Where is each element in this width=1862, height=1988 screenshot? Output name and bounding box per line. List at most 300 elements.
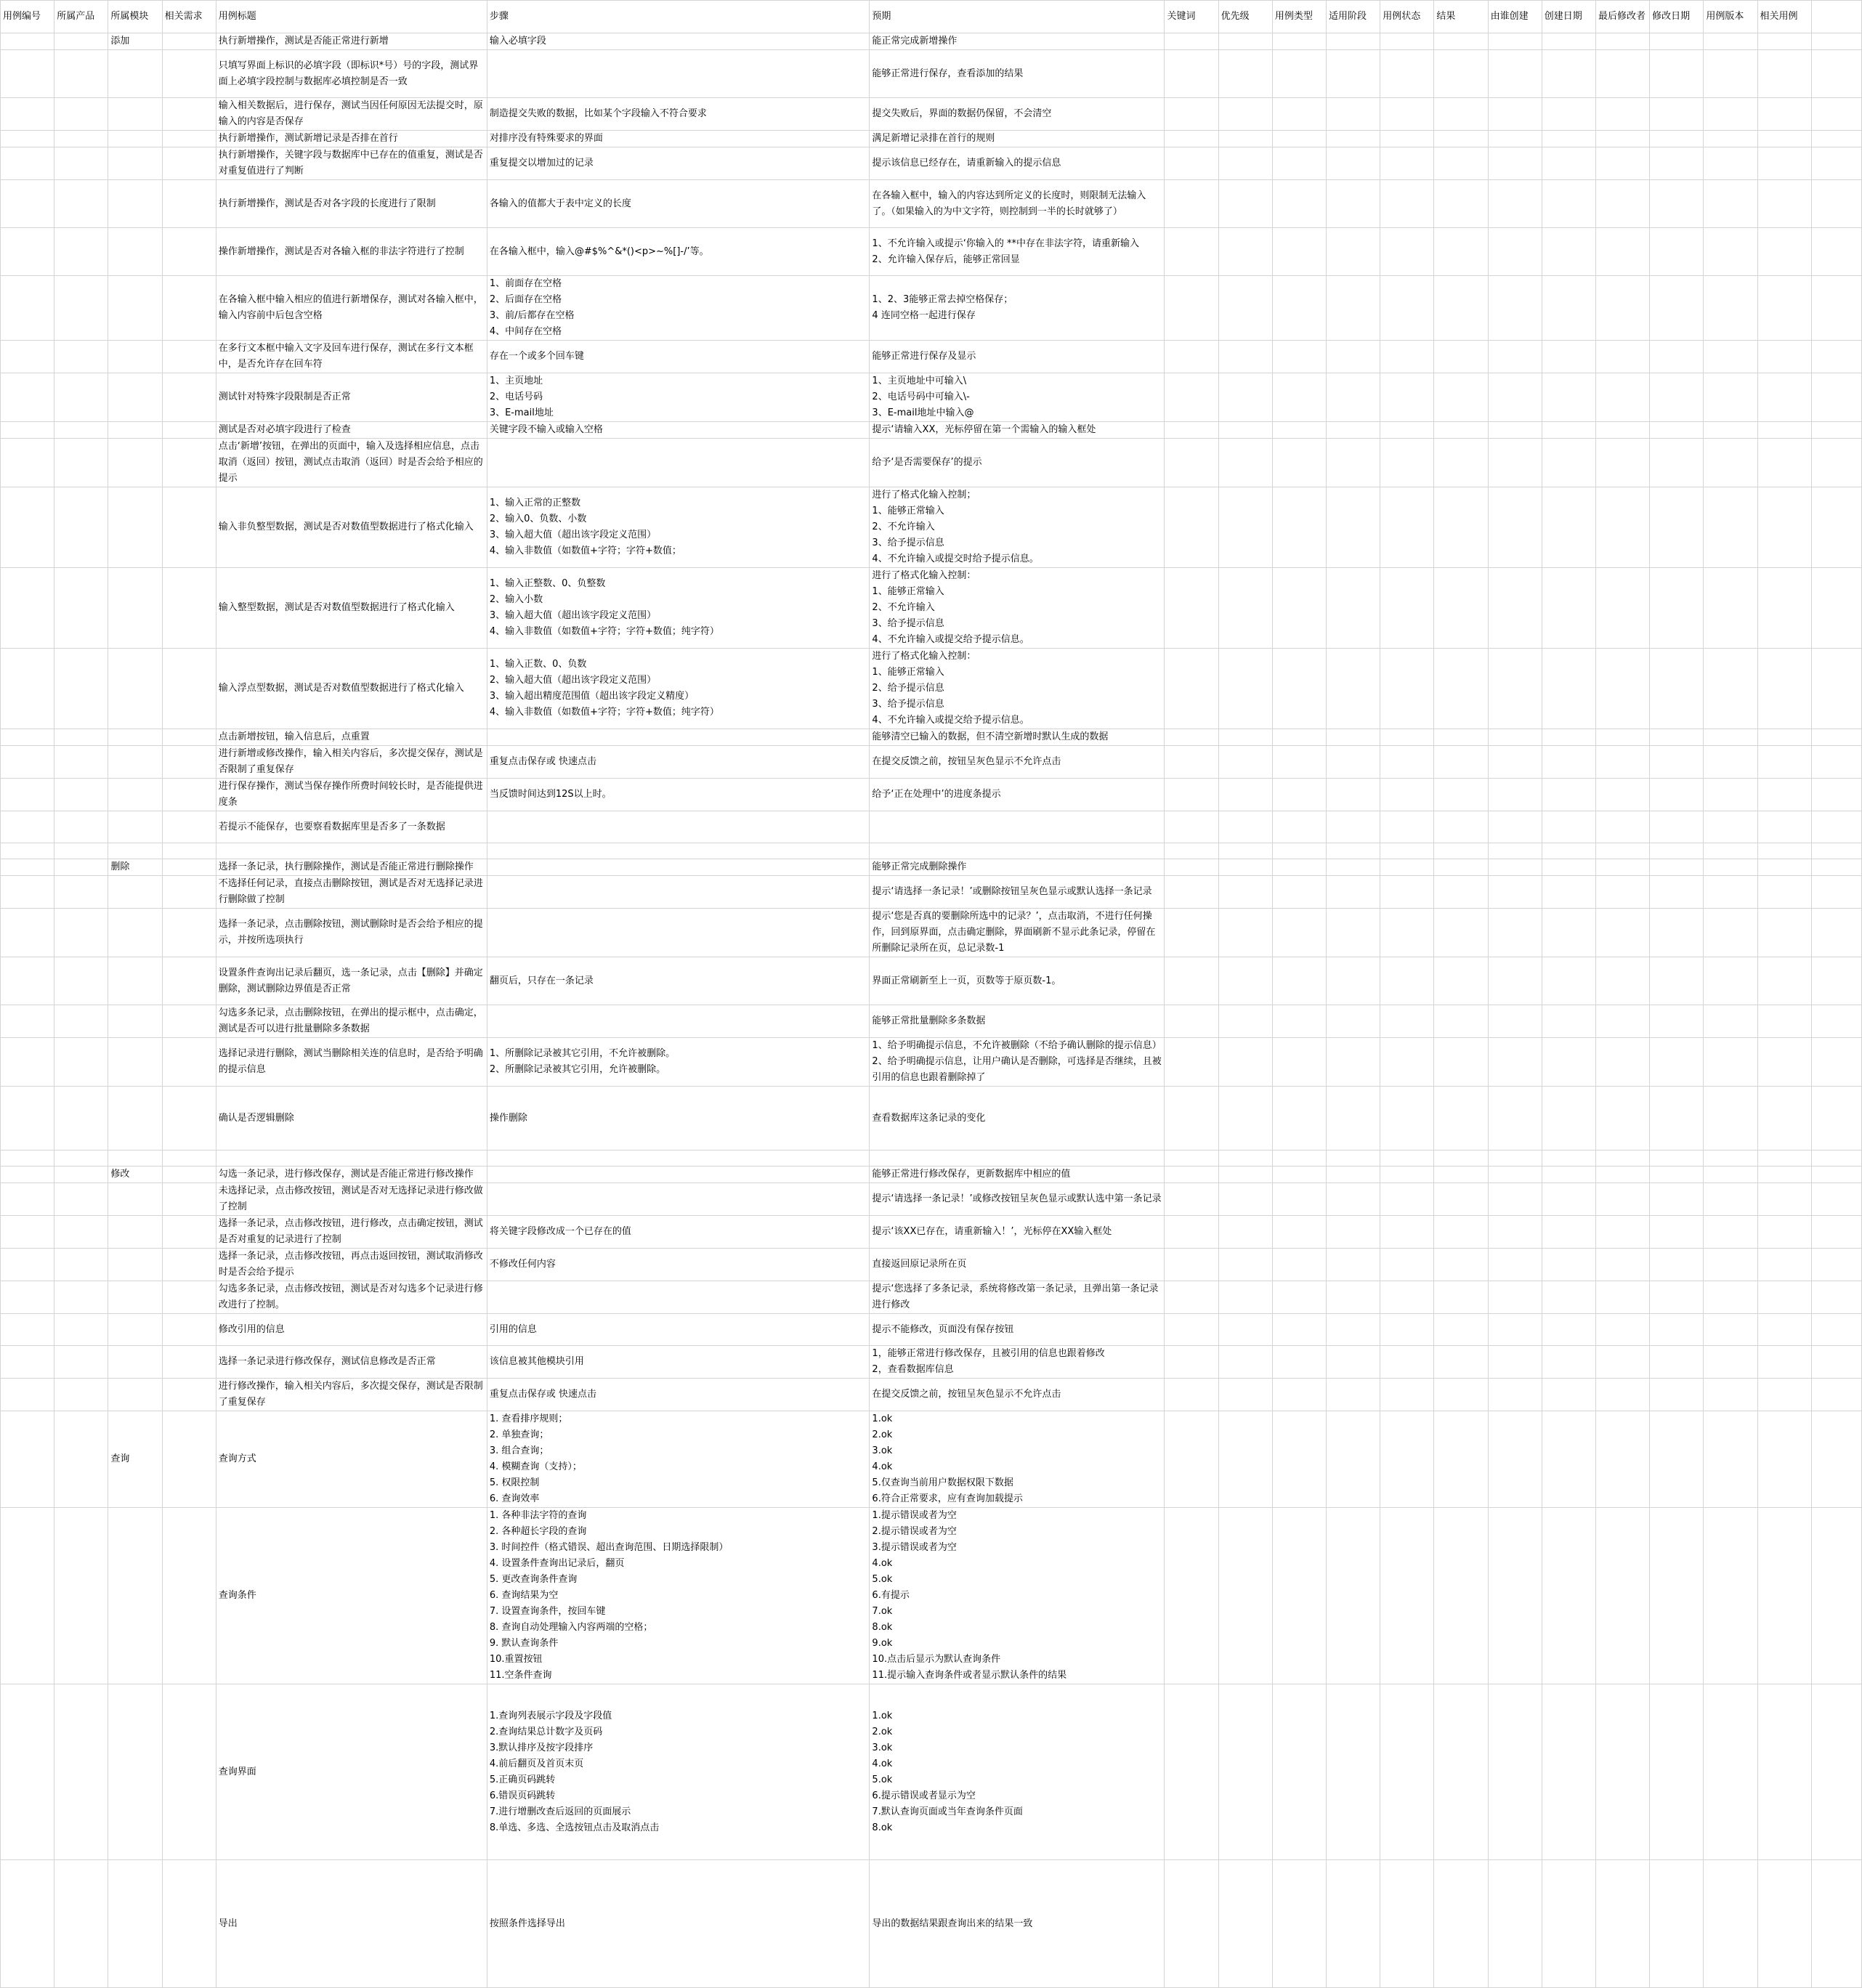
cell-empty[interactable] <box>1 147 54 180</box>
cell-empty[interactable] <box>1327 1411 1380 1508</box>
cell-module[interactable] <box>108 1314 162 1346</box>
cell-empty[interactable] <box>1650 843 1704 859</box>
cell-empty[interactable] <box>1218 1151 1272 1167</box>
table-row[interactable] <box>1 1087 1862 1151</box>
cell-empty[interactable] <box>1218 180 1272 228</box>
cell-empty[interactable] <box>1488 1411 1542 1508</box>
cell-empty[interactable] <box>54 439 108 487</box>
cell-empty[interactable] <box>1757 50 1811 98</box>
cell-empty[interactable] <box>1542 779 1595 811</box>
cell-empty[interactable] <box>1704 341 1757 373</box>
cell-empty[interactable] <box>1218 1346 1272 1379</box>
cell-empty[interactable] <box>1650 422 1704 439</box>
cell-empty[interactable] <box>1327 729 1380 746</box>
cell-expect[interactable]: 进行了格式化输入控制： 1、能够正常输入 2、不允许输入 3、给予提示信息 4、不允许输入或提交给予提示信息。 <box>870 568 1165 649</box>
cell-empty[interactable] <box>1 1314 54 1346</box>
cell-empty[interactable] <box>1218 439 1272 487</box>
cell-empty[interactable] <box>1272 1005 1326 1038</box>
cell-module[interactable] <box>108 568 162 649</box>
cell-empty[interactable] <box>1542 649 1595 729</box>
cell-step[interactable]: 不修改任何内容 <box>487 1249 870 1281</box>
cell-empty[interactable] <box>1595 1151 1649 1167</box>
cell-empty[interactable] <box>1704 1860 1757 1988</box>
cell-expect[interactable] <box>870 1151 1165 1167</box>
cell-empty[interactable] <box>1 1411 54 1508</box>
cell-empty[interactable] <box>1218 50 1272 98</box>
cell-empty[interactable] <box>1757 228 1811 276</box>
cell-empty[interactable] <box>162 1508 216 1684</box>
cell-module[interactable] <box>108 1379 162 1411</box>
cell-empty[interactable] <box>1327 1087 1380 1151</box>
cell-module[interactable] <box>108 1684 162 1860</box>
cell-empty[interactable] <box>1327 909 1380 957</box>
cell-title[interactable]: 不选择任何记录，直接点击删除按钮，测试是否对无选择记录进行删除做了控制 <box>216 876 487 909</box>
cell-empty[interactable] <box>1650 341 1704 373</box>
cell-title[interactable]: 确认是否逻辑删除 <box>216 1087 487 1151</box>
cell-empty[interactable] <box>1811 1411 1861 1508</box>
cell-step[interactable]: 重复点击保存或 快速点击 <box>487 1379 870 1411</box>
cell-empty[interactable] <box>1542 843 1595 859</box>
table-row[interactable] <box>1 276 1862 341</box>
cell-empty[interactable] <box>1165 1249 1218 1281</box>
cell-empty[interactable] <box>1272 33 1326 50</box>
column-header[interactable]: 用例状态 <box>1380 1 1434 33</box>
cell-empty[interactable] <box>162 1216 216 1249</box>
table-row[interactable] <box>1 779 1862 811</box>
cell-empty[interactable] <box>1704 1281 1757 1314</box>
cell-empty[interactable] <box>1704 1314 1757 1346</box>
cell-empty[interactable] <box>1 1151 54 1167</box>
column-header[interactable]: 步骤 <box>487 1 870 33</box>
cell-empty[interactable] <box>1272 843 1326 859</box>
cell-step[interactable]: 各输入的值都大于表中定义的长度 <box>487 180 870 228</box>
cell-module[interactable]: 修改 <box>108 1167 162 1183</box>
cell-step[interactable] <box>487 1183 870 1216</box>
cell-empty[interactable] <box>1757 131 1811 147</box>
cell-empty[interactable] <box>1757 1216 1811 1249</box>
cell-step[interactable]: 1. 查看排序规则； 2. 单独查询； 3. 组合查询； 4. 模糊查询（支持）； 5. 权限控制 6. 查询效率 <box>487 1411 870 1508</box>
cell-empty[interactable] <box>1650 373 1704 422</box>
cell-title[interactable]: 选择一条记录，点击删除按钮，测试删除时是否会给予相应的提示，并按所选项执行 <box>216 909 487 957</box>
cell-empty[interactable] <box>1650 228 1704 276</box>
cell-empty[interactable] <box>1595 1183 1649 1216</box>
cell-empty[interactable] <box>1327 746 1380 779</box>
column-header[interactable]: 最后修改者 <box>1595 1 1649 33</box>
cell-empty[interactable] <box>1488 228 1542 276</box>
cell-empty[interactable] <box>1595 568 1649 649</box>
cell-empty[interactable] <box>1811 1087 1861 1151</box>
cell-step[interactable]: 1、输入正整数、0、负整数 2、输入小数 3、输入超大值（超出该字段定义范围） 4、输入非数值（如数值+字符；字符+数值；纯字符） <box>487 568 870 649</box>
cell-empty[interactable] <box>1 1684 54 1860</box>
cell-empty[interactable] <box>1595 1167 1649 1183</box>
cell-empty[interactable] <box>54 1508 108 1684</box>
cell-empty[interactable] <box>1 909 54 957</box>
cell-empty[interactable] <box>1434 859 1488 876</box>
cell-empty[interactable] <box>1327 180 1380 228</box>
cell-empty[interactable] <box>1811 1183 1861 1216</box>
cell-empty[interactable] <box>162 876 216 909</box>
cell-empty[interactable] <box>1704 1151 1757 1167</box>
cell-empty[interactable] <box>1542 957 1595 1005</box>
cell-empty[interactable] <box>1272 373 1326 422</box>
cell-empty[interactable] <box>1380 649 1434 729</box>
table-row[interactable] <box>1 422 1862 439</box>
cell-empty[interactable] <box>1218 228 1272 276</box>
cell-empty[interactable] <box>1704 50 1757 98</box>
table-row[interactable] <box>1 843 1862 859</box>
cell-empty[interactable] <box>1272 1281 1326 1314</box>
cell-empty[interactable] <box>1542 98 1595 131</box>
cell-empty[interactable] <box>54 422 108 439</box>
cell-empty[interactable] <box>1272 422 1326 439</box>
cell-empty[interactable] <box>1542 1087 1595 1151</box>
cell-empty[interactable] <box>1650 33 1704 50</box>
cell-empty[interactable] <box>1218 876 1272 909</box>
cell-empty[interactable] <box>162 1411 216 1508</box>
cell-empty[interactable] <box>1327 1005 1380 1038</box>
cell-empty[interactable] <box>1704 729 1757 746</box>
cell-empty[interactable] <box>1 1281 54 1314</box>
cell-empty[interactable] <box>1272 98 1326 131</box>
cell-empty[interactable] <box>1757 1508 1811 1684</box>
cell-empty[interactable] <box>1811 746 1861 779</box>
cell-module[interactable] <box>108 1249 162 1281</box>
cell-module[interactable] <box>108 276 162 341</box>
cell-empty[interactable] <box>1 373 54 422</box>
cell-empty[interactable] <box>1 1087 54 1151</box>
cell-empty[interactable] <box>1380 98 1434 131</box>
table-row[interactable] <box>1 1379 1862 1411</box>
cell-empty[interactable] <box>1811 909 1861 957</box>
cell-empty[interactable] <box>1488 876 1542 909</box>
column-header[interactable]: 用例版本 <box>1704 1 1757 33</box>
cell-empty[interactable] <box>1542 1183 1595 1216</box>
cell-empty[interactable] <box>1704 1038 1757 1087</box>
cell-empty[interactable] <box>1757 276 1811 341</box>
cell-empty[interactable] <box>1488 811 1542 843</box>
cell-title[interactable]: 进行修改操作，输入相关内容后，多次提交保存，测试是否限制了重复保存 <box>216 1379 487 1411</box>
cell-empty[interactable] <box>1650 1684 1704 1860</box>
cell-empty[interactable] <box>54 1151 108 1167</box>
cell-empty[interactable] <box>1811 1346 1861 1379</box>
cell-empty[interactable] <box>1542 1167 1595 1183</box>
cell-title[interactable]: 查询方式 <box>216 1411 487 1508</box>
cell-empty[interactable] <box>1218 1167 1272 1183</box>
cell-empty[interactable] <box>54 957 108 1005</box>
cell-empty[interactable] <box>1 957 54 1005</box>
cell-title[interactable]: 输入浮点型数据，测试是否对数值型数据进行了格式化输入 <box>216 649 487 729</box>
cell-empty[interactable] <box>54 276 108 341</box>
cell-title[interactable]: 修改引用的信息 <box>216 1314 487 1346</box>
cell-empty[interactable] <box>162 729 216 746</box>
cell-expect[interactable]: 能够正常进行保存，查看添加的结果 <box>870 50 1165 98</box>
cell-step[interactable]: 引用的信息 <box>487 1314 870 1346</box>
cell-empty[interactable] <box>1811 228 1861 276</box>
cell-empty[interactable] <box>1488 487 1542 568</box>
cell-empty[interactable] <box>1380 33 1434 50</box>
cell-empty[interactable] <box>1165 33 1218 50</box>
cell-empty[interactable] <box>1165 1038 1218 1087</box>
cell-module[interactable] <box>108 1087 162 1151</box>
cell-empty[interactable] <box>1165 729 1218 746</box>
cell-empty[interactable] <box>162 98 216 131</box>
column-header[interactable]: 关键词 <box>1165 1 1218 33</box>
cell-expect[interactable]: 进行了格式化输入控制： 1、能够正常输入 2、给予提示信息 3、给予提示信息 4、不允许输入或提交给予提示信息。 <box>870 649 1165 729</box>
cell-empty[interactable] <box>1757 1379 1811 1411</box>
cell-empty[interactable] <box>1542 487 1595 568</box>
cell-empty[interactable] <box>54 859 108 876</box>
cell-empty[interactable] <box>1 843 54 859</box>
cell-empty[interactable] <box>1327 147 1380 180</box>
cell-expect[interactable] <box>870 843 1165 859</box>
cell-empty[interactable] <box>1434 487 1488 568</box>
column-header[interactable]: 预期 <box>870 1 1165 33</box>
cell-empty[interactable] <box>1218 1281 1272 1314</box>
cell-empty[interactable] <box>1650 729 1704 746</box>
cell-empty[interactable] <box>1 568 54 649</box>
column-header[interactable]: 适用阶段 <box>1327 1 1380 33</box>
cell-empty[interactable] <box>1811 422 1861 439</box>
cell-empty[interactable] <box>1327 276 1380 341</box>
cell-empty[interactable] <box>1542 50 1595 98</box>
cell-empty[interactable] <box>1165 1151 1218 1167</box>
cell-empty[interactable] <box>1434 1216 1488 1249</box>
cell-title[interactable]: 选择一条记录进行修改保存，测试信息修改是否正常 <box>216 1346 487 1379</box>
cell-expect[interactable]: 1.提示错误或者为空 2.提示错误或者为空 3.提示错误或者为空 4.ok 5.ok 6.有提示 7.ok 8.ok 9.ok 10.点击后显示为默认查询条件 11.提示输入查询条件或者显示默认条件的结果 <box>870 1508 1165 1684</box>
cell-expect[interactable]: 导出的数据结果跟查询出来的结果一致 <box>870 1860 1165 1988</box>
cell-module[interactable]: 添加 <box>108 33 162 50</box>
cell-expect[interactable]: 查看数据库这条记录的变化 <box>870 1087 1165 1151</box>
cell-empty[interactable] <box>1380 147 1434 180</box>
cell-empty[interactable] <box>1218 859 1272 876</box>
cell-title[interactable] <box>216 1151 487 1167</box>
cell-title[interactable]: 执行新增操作，测试是否能正常进行新增 <box>216 33 487 50</box>
cell-module[interactable] <box>108 228 162 276</box>
cell-empty[interactable] <box>1 1005 54 1038</box>
cell-empty[interactable] <box>1542 341 1595 373</box>
cell-empty[interactable] <box>1811 1249 1861 1281</box>
cell-title[interactable]: 若提示不能保存，也要察看数据库里是否多了一条数据 <box>216 811 487 843</box>
cell-empty[interactable] <box>1327 843 1380 859</box>
cell-empty[interactable] <box>1488 1281 1542 1314</box>
column-header[interactable]: 优先级 <box>1218 1 1272 33</box>
cell-empty[interactable] <box>162 228 216 276</box>
cell-title[interactable]: 在多行文本框中输入文字及回车进行保存，测试在多行文本框中，是否允许存在回车符 <box>216 341 487 373</box>
cell-empty[interactable] <box>1757 843 1811 859</box>
cell-empty[interactable] <box>54 1281 108 1314</box>
cell-module[interactable]: 删除 <box>108 859 162 876</box>
cell-empty[interactable] <box>1704 439 1757 487</box>
cell-empty[interactable] <box>1218 1216 1272 1249</box>
cell-empty[interactable] <box>54 729 108 746</box>
cell-empty[interactable] <box>1434 1508 1488 1684</box>
cell-empty[interactable] <box>1272 131 1326 147</box>
cell-empty[interactable] <box>1542 131 1595 147</box>
cell-empty[interactable] <box>1272 568 1326 649</box>
cell-empty[interactable] <box>1434 1183 1488 1216</box>
cell-empty[interactable] <box>54 779 108 811</box>
cell-empty[interactable] <box>1218 1038 1272 1087</box>
cell-empty[interactable] <box>1542 1346 1595 1379</box>
cell-empty[interactable] <box>1327 341 1380 373</box>
cell-empty[interactable] <box>1 1379 54 1411</box>
cell-empty[interactable] <box>1650 649 1704 729</box>
cell-empty[interactable] <box>1218 1249 1272 1281</box>
cell-empty[interactable] <box>1811 341 1861 373</box>
cell-module[interactable] <box>108 1860 162 1988</box>
cell-expect[interactable]: 1，能够正常进行修改保存，且被引用的信息也跟着修改 2，查看数据库信息 <box>870 1346 1165 1379</box>
cell-empty[interactable] <box>1 276 54 341</box>
cell-empty[interactable] <box>1327 1151 1380 1167</box>
cell-empty[interactable] <box>54 1005 108 1038</box>
cell-expect[interactable]: 满足新增记录排在首行的规则 <box>870 131 1165 147</box>
cell-empty[interactable] <box>1757 729 1811 746</box>
cell-empty[interactable] <box>1380 487 1434 568</box>
cell-empty[interactable] <box>1488 1167 1542 1183</box>
cell-empty[interactable] <box>1757 876 1811 909</box>
cell-empty[interactable] <box>1757 422 1811 439</box>
cell-empty[interactable] <box>1218 98 1272 131</box>
cell-empty[interactable] <box>1434 909 1488 957</box>
cell-module[interactable] <box>108 779 162 811</box>
cell-empty[interactable] <box>1757 649 1811 729</box>
cell-empty[interactable] <box>162 859 216 876</box>
cell-empty[interactable] <box>1380 1005 1434 1038</box>
cell-empty[interactable] <box>1595 876 1649 909</box>
cell-empty[interactable] <box>1542 1038 1595 1087</box>
cell-empty[interactable] <box>54 341 108 373</box>
cell-empty[interactable] <box>1165 439 1218 487</box>
cell-title[interactable]: 查询界面 <box>216 1684 487 1860</box>
cell-module[interactable] <box>108 341 162 373</box>
cell-empty[interactable] <box>1704 98 1757 131</box>
cell-empty[interactable] <box>1757 1151 1811 1167</box>
cell-empty[interactable] <box>1327 1684 1380 1860</box>
cell-empty[interactable] <box>1542 1411 1595 1508</box>
cell-empty[interactable] <box>54 1860 108 1988</box>
cell-empty[interactable] <box>1595 811 1649 843</box>
cell-module[interactable] <box>108 180 162 228</box>
cell-empty[interactable] <box>1434 811 1488 843</box>
cell-empty[interactable] <box>1165 228 1218 276</box>
cell-empty[interactable] <box>1757 1005 1811 1038</box>
cell-empty[interactable] <box>54 909 108 957</box>
cell-expect[interactable]: 能正常完成新增操作 <box>870 33 1165 50</box>
cell-empty[interactable] <box>54 746 108 779</box>
cell-empty[interactable] <box>1488 1183 1542 1216</box>
cell-empty[interactable] <box>54 1314 108 1346</box>
cell-empty[interactable] <box>1218 341 1272 373</box>
cell-empty[interactable] <box>1327 568 1380 649</box>
cell-title[interactable]: 设置条件查询出记录后翻页，选一条记录，点击【删除】并确定删除，测试删除边界值是否正常 <box>216 957 487 1005</box>
cell-empty[interactable] <box>54 98 108 131</box>
cell-empty[interactable] <box>1380 568 1434 649</box>
cell-empty[interactable] <box>1704 1167 1757 1183</box>
cell-empty[interactable] <box>1 1860 54 1988</box>
cell-module[interactable] <box>108 843 162 859</box>
cell-title[interactable]: 只填写界面上标识的必填字段（即标识*号）号的字段，测试界面上必填字段控制与数据库必填控制是否一致 <box>216 50 487 98</box>
table-row[interactable] <box>1 147 1862 180</box>
cell-title[interactable]: 测试是否对必填字段进行了检查 <box>216 422 487 439</box>
cell-empty[interactable] <box>1 649 54 729</box>
table-row[interactable] <box>1 1346 1862 1379</box>
cell-empty[interactable] <box>1811 1281 1861 1314</box>
cell-module[interactable] <box>108 373 162 422</box>
cell-empty[interactable] <box>1 876 54 909</box>
cell-empty[interactable] <box>1327 98 1380 131</box>
cell-expect[interactable]: 提示‘请选择一条记录！’或删除按钮呈灰色显示或默认选择一条记录 <box>870 876 1165 909</box>
cell-empty[interactable] <box>1542 859 1595 876</box>
cell-empty[interactable] <box>1327 1249 1380 1281</box>
cell-empty[interactable] <box>54 131 108 147</box>
cell-step[interactable] <box>487 729 870 746</box>
cell-empty[interactable] <box>1704 180 1757 228</box>
cell-empty[interactable] <box>1380 843 1434 859</box>
table-row[interactable] <box>1 487 1862 568</box>
cell-empty[interactable] <box>1595 373 1649 422</box>
cell-module[interactable] <box>108 957 162 1005</box>
cell-empty[interactable] <box>1165 811 1218 843</box>
cell-empty[interactable] <box>1757 98 1811 131</box>
column-header[interactable]: 修改日期 <box>1650 1 1704 33</box>
cell-empty[interactable] <box>1811 1167 1861 1183</box>
table-row[interactable] <box>1 98 1862 131</box>
cell-empty[interactable] <box>1218 649 1272 729</box>
cell-empty[interactable] <box>1327 1281 1380 1314</box>
cell-empty[interactable] <box>1380 1183 1434 1216</box>
cell-empty[interactable] <box>1327 1038 1380 1087</box>
cell-module[interactable] <box>108 746 162 779</box>
cell-empty[interactable] <box>1 50 54 98</box>
cell-empty[interactable] <box>1811 876 1861 909</box>
cell-empty[interactable] <box>1272 1508 1326 1684</box>
cell-empty[interactable] <box>1434 373 1488 422</box>
cell-empty[interactable] <box>1272 1314 1326 1346</box>
cell-step[interactable]: 1. 各种非法字符的查询 2. 各种超长字段的查询 3. 时间控件（格式错误、超出查询范围、日期选择限制） 4. 设置条件查询出记录后，翻页 5. 更改查询条件查询 6. 查询结果为空 7. 设置查询条件，按回车键 8. 查询自动处理输入内容两端的空格； 9. 默认查询条件 10.重置按钮 11.空条件查询 <box>487 1508 870 1684</box>
cell-module[interactable] <box>108 876 162 909</box>
cell-empty[interactable] <box>1218 1087 1272 1151</box>
cell-empty[interactable] <box>1650 98 1704 131</box>
cell-empty[interactable] <box>1218 1379 1272 1411</box>
cell-empty[interactable] <box>162 779 216 811</box>
cell-empty[interactable] <box>1327 1860 1380 1988</box>
cell-empty[interactable] <box>1488 50 1542 98</box>
cell-empty[interactable] <box>1542 439 1595 487</box>
cell-empty[interactable] <box>1327 779 1380 811</box>
cell-expect[interactable]: 1、给予明确提示信息，不允许被删除（不给予确认删除的提示信息） 2、给予明确提示信息，让用户确认是否删除，可选择是否继续，且被引用的信息也跟着删除掉了 <box>870 1038 1165 1087</box>
cell-empty[interactable] <box>1704 957 1757 1005</box>
cell-empty[interactable] <box>1218 1314 1272 1346</box>
cell-empty[interactable] <box>1272 1684 1326 1860</box>
cell-empty[interactable] <box>1272 147 1326 180</box>
cell-empty[interactable] <box>54 1684 108 1860</box>
cell-empty[interactable] <box>1488 746 1542 779</box>
cell-empty[interactable] <box>1542 1379 1595 1411</box>
cell-empty[interactable] <box>54 50 108 98</box>
cell-empty[interactable] <box>1811 1038 1861 1087</box>
cell-empty[interactable] <box>162 422 216 439</box>
cell-empty[interactable] <box>1488 909 1542 957</box>
cell-module[interactable] <box>108 1346 162 1379</box>
cell-empty[interactable] <box>1704 276 1757 341</box>
cell-empty[interactable] <box>1704 909 1757 957</box>
cell-module[interactable] <box>108 649 162 729</box>
cell-title[interactable]: 选择记录进行删除，测试当删除相关连的信息时，是否给予明确的提示信息 <box>216 1038 487 1087</box>
table-row[interactable] <box>1 1038 1862 1087</box>
cell-empty[interactable] <box>1704 779 1757 811</box>
cell-empty[interactable] <box>1218 957 1272 1005</box>
cell-empty[interactable] <box>1650 1183 1704 1216</box>
